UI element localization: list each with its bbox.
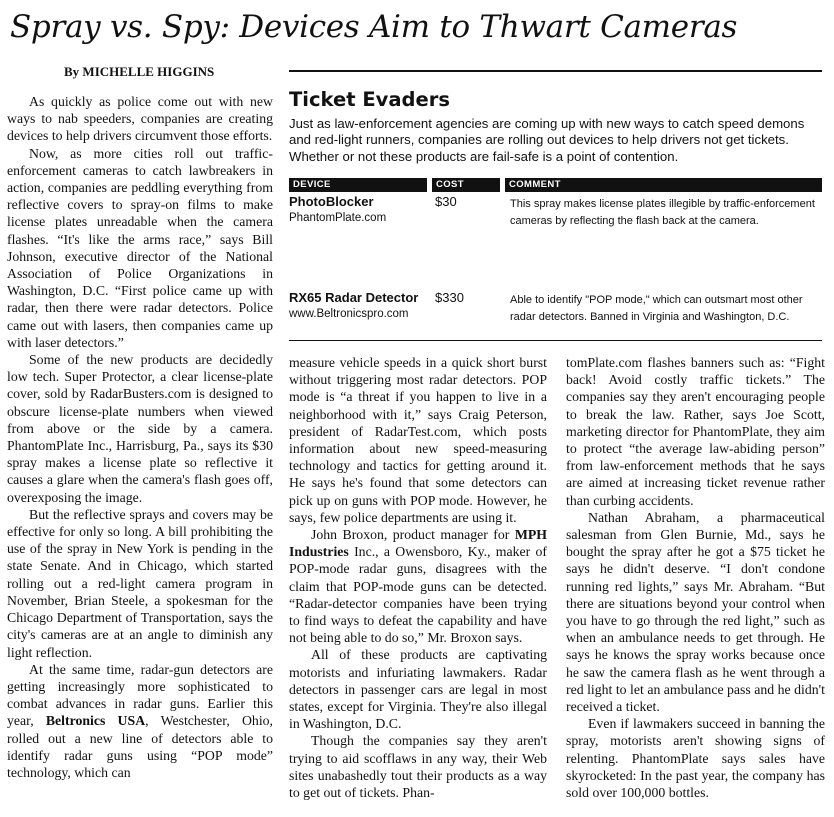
text-run: , Westchester, Ohio, rolled out a new line of detectors able to identify radar guns using “POP mode” technology, which can xyxy=(7,713,274,780)
header-cost: COST xyxy=(432,178,500,192)
byline: By MICHELLE HIGGINS xyxy=(64,64,215,79)
text-run: At the same time, radar-gun detectors are getting increasingly more sophisticated to combat advances in radar guns. Earlier this year, xyxy=(7,661,273,729)
text-run: John Broxon, product manager for xyxy=(311,527,510,543)
paragraph: Nathan Abraham, a pharmaceutical salesman from Glen Burnie, Md., says he bought the spray after he got a $75 ticket he says he didn't deserve. “I don't condone running red lights,” says Mr. Abraham. “But there are situations beyond your control when you have to go through the red light,” such as when an ambulance needs to get through. He says he knows the spray works because once he saw the camera flash as he went through a red light to let an ambulance pass and he didn't received a ticket. xyxy=(566,509,825,715)
text-run: Inc., a Owensboro, Ky., maker of POP-mode radar guns, disagrees with the claim that POP-mode guns can be detected. “Radar-detector companies have been trying to find ways to defeat the capability and have not being able to do so,” Mr. Broxon says. xyxy=(289,544,547,646)
table-header xyxy=(289,178,822,192)
header-device: DEVICE xyxy=(289,178,427,192)
paragraph: measure vehicle speeds in a quick short burst without triggering most radar detectors. POP mode is “a threat if you happen to live in a neighborhood with it,” says Craig Peterson, president of RadarTest.com, which posts information about new speed-measuring technology and tactics for getting around it. He says he's found that some detectors can pick up on guns with POP mode. However, he says, few police departments are using it. xyxy=(289,355,547,525)
paragraph: But the reflective sprays and covers may be effective for only so long. A bill prohibiting the use of the spray in New York is pending in the state Senate. And in Chicago, which started rolling out a red-light camera program in November, Brian Steele, a spokesman for the Chicago Department of Transportation, says the city's cameras are at an angle to diminish any light reflection. xyxy=(7,506,273,660)
table-row xyxy=(289,194,822,274)
device-cost: $330 xyxy=(435,290,464,305)
device-url: www.Beltronicspro.com xyxy=(289,308,409,320)
paragraph: Though the companies say they aren't trying to aid scofflaws in any way, their Web sites unabashedly tout their products as a way to get out of tickets. Phan- xyxy=(289,733,547,801)
device-name: PhotoBlocker xyxy=(289,194,374,209)
device-url: PhantomPlate.com xyxy=(289,212,387,224)
device-comment: Able to identify "POP mode," which can outsmart most other radar detectors. Banned in Virginia and Washington, D.C. xyxy=(510,294,803,323)
top-rule xyxy=(289,70,822,72)
paragraph: Even if lawmakers succeed in banning the spray, motorists aren't showing signs of relenting. PhantomPlate says sales have skyrocketed: In the past year, the company has sold over 100,000 bottles. xyxy=(566,716,825,801)
company-name-beltronics: Beltronics USA xyxy=(45,713,146,729)
company-name-mph: MPH Industries xyxy=(289,527,547,560)
body-column-1 xyxy=(7,93,273,781)
paragraph: As quickly as police come out with new ways to nab speeders, companies are creating devices to help drivers circumvent those efforts. xyxy=(7,94,273,144)
table-row xyxy=(289,290,822,335)
body-column-3 xyxy=(566,354,825,801)
body-column-2 xyxy=(289,354,547,801)
sidebar-intro: Just as law-enforcement agencies are coming up with new ways to catch speed demons and red-light runners, companies are rolling out devices to help drivers not get tickets. Whether or not these products are fail-safe is a point of contention. xyxy=(289,116,805,164)
device-table xyxy=(289,178,822,192)
sidebar-title: Ticket Evaders xyxy=(289,88,450,111)
paragraph xyxy=(7,661,273,781)
paragraph xyxy=(289,526,547,646)
device-cost: $30 xyxy=(435,194,457,209)
ticket-evaders-sidebar xyxy=(289,88,822,323)
paragraph: Some of the new products are decidedly low tech. Super Protector, a clear license-plate cover, sold by RadarBusters.com is designed to obscure license-plate numbers when viewed from above or the side by a camera. PhantomPlate Inc., Harrisburg, Pa., says its $30 spray makes a license plate so reflective it causes a glare when the camera's flash goes off, overexposing the image. xyxy=(7,352,273,505)
paragraph: tomPlate.com flashes banners such as: “Fight back! Avoid costly traffic tickets.” The companies say they aren't encouraging people to break the law. Rather, says Joe Scott, marketing director for PhantomPlate, they aim to protect “the average law-abiding person” from law-enforcement methods that he says are aimed at increasing ticket revenue rather than curbing accidents. xyxy=(566,355,825,508)
paragraph: All of these products are captivating motorists and infuriating lawmakers. Radar detectors in passenger cars are legal in most states, except for Virginia. They're also illegal in Washington, D.C. xyxy=(289,647,547,732)
headline: Spray vs. Spy: Devices Aim to Thwart Cameras xyxy=(10,9,738,45)
device-name: RX65 Radar Detector xyxy=(289,290,419,305)
header-comment: COMMENT xyxy=(505,178,822,192)
sidebar-bottom-rule xyxy=(289,340,822,341)
device-comment: This spray makes license plates illegible by traffic-enforcement cameras by reflecting the flash back at the camera. xyxy=(510,198,815,227)
paragraph: Now, as more cities roll out traffic-enforcement cameras to catch lawbreakers in action, companies are peddling everything from reflective covers to spray-on films to make license plates unreadable when the camera flashes. “It's like the arms race,” says Bill Johnson, executive director of the National Association of Police Organizations in Washington, D.C. “First police came up with radar, then there were radar detectors. Police came out with lasers, then companies came up with laser detectors.” xyxy=(7,145,273,350)
